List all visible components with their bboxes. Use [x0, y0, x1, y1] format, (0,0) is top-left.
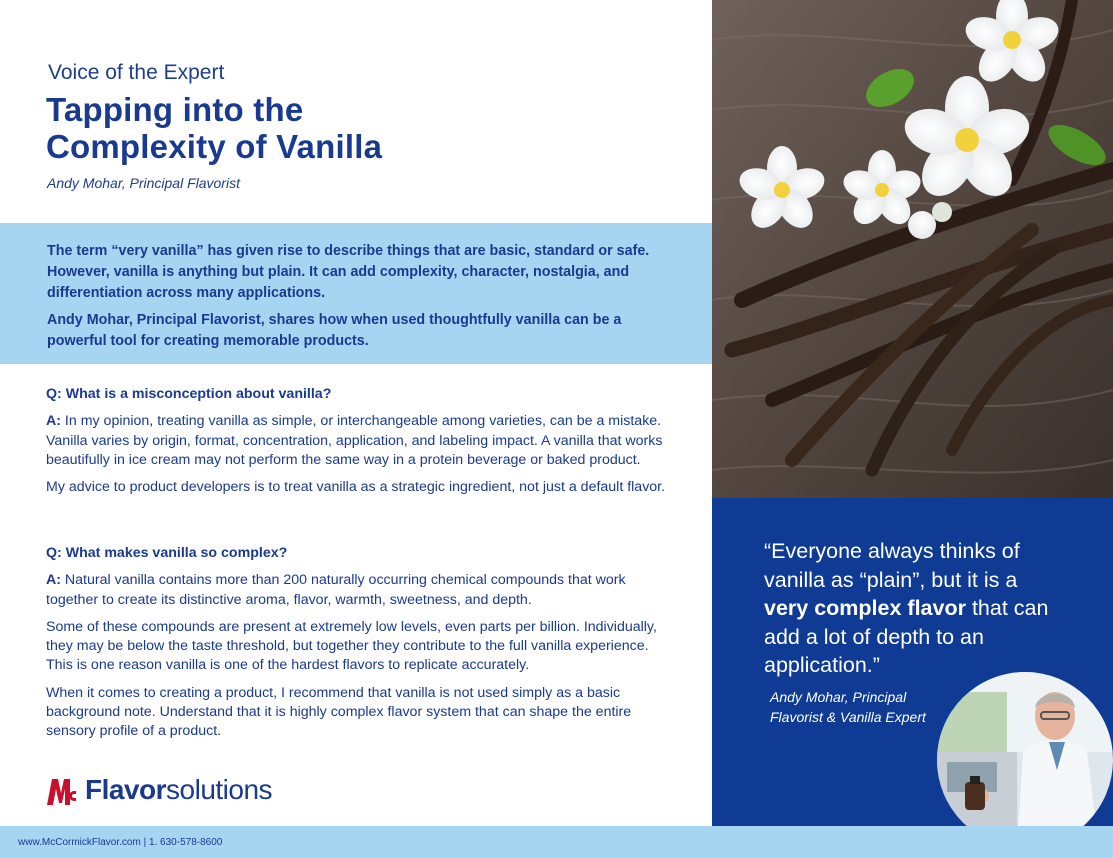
pull-quote: [764, 537, 1064, 680]
brand-name-bold: Flavor: [85, 774, 167, 805]
attribution-line-1: Andy Mohar, Principal: [770, 689, 907, 705]
title-line-1: Tapping into the: [46, 91, 304, 128]
answer-label: A:: [46, 572, 61, 589]
answer-2: [46, 571, 676, 610]
quote-panel: [712, 498, 1113, 826]
mccormick-logo-icon: [47, 775, 83, 805]
vanilla-flowers-illustration: [712, 0, 1113, 498]
intro-paragraph-2: Andy Mohar, Principal Flavorist, shares how when used thoughtfully vanilla can be a powerful tool for creating memorable products.: [47, 312, 622, 349]
hero-photo: [712, 0, 1113, 498]
brand-name-light: solutions: [166, 774, 273, 805]
intro-band: [0, 223, 712, 364]
answer-1-paragraph-2: My advice to product developers is to treat vanilla as a strategic ingredient, not just a default flavor.: [46, 479, 666, 496]
answer-2-text: Natural vanilla contains more than 200 naturally occurring chemical compounds that work together to create its distinctive aroma, flavor, warmth, sweetness, and depth.: [46, 572, 626, 608]
qa-block-1: [46, 385, 676, 497]
qa-block-2: [46, 544, 676, 742]
attribution-line-2: Flavorist & Vanilla Expert: [770, 709, 926, 725]
answer-2-paragraph-2: Some of these compounds are present at extremely low levels, even parts per billion. Individually, they may be below the taste threshold, but together they contribute to the full vanilla experience. This is one reason vanilla is one of the hardest flavors to replicate accurately.: [46, 618, 657, 674]
title-line-2: Complexity of Vanilla: [46, 128, 383, 165]
quote-part-1: “Everyone always thinks of vanilla as “plain”, but it is a: [764, 539, 1020, 592]
byline: Andy Mohar, Principal Flavorist: [47, 175, 240, 191]
eyebrow-heading: Voice of the Expert: [48, 61, 225, 84]
answer-1: [46, 412, 676, 470]
footer-contact-link[interactable]: www.McCormickFlavor.com | 1. 630-578-8600: [18, 837, 223, 848]
expert-portrait-photo: [937, 672, 1113, 826]
answer-1-text: In my opinion, treating vanilla as simple, or interchangeable among varieties, can be a mistake. Vanilla varies by origin, format, concentration, application, and labeling impact. A vanilla that works beautifully in ice cream may not perform the same way in a protein beverage or baked product.: [46, 413, 663, 468]
answer-2-paragraph-3: When it comes to creating a product, I recommend that vanilla is not used simply as a basic background note. Understand that it is highly complex flavor system that can shape the entire sensory profile of a product.: [46, 684, 632, 740]
question-2: Q: What makes vanilla so complex?: [46, 545, 288, 561]
answer-label: A:: [46, 413, 61, 430]
brand-logo[interactable]: [47, 774, 272, 806]
question-1: Q: What is a misconception about vanilla?: [46, 386, 332, 402]
footer-bar: [0, 826, 1113, 858]
quote-part-2: that can add a lot of depth to an application.”: [764, 596, 1049, 677]
intro-paragraph-1: The term “very vanilla” has given rise to describe things that are basic, standard or safe. However, vanilla is anything but plain. It can add complexity, character, nostalgia, and differentiation across many applications.: [47, 243, 650, 301]
quote-emphasis: very complex flavor: [764, 596, 966, 620]
page-title: [46, 91, 382, 165]
